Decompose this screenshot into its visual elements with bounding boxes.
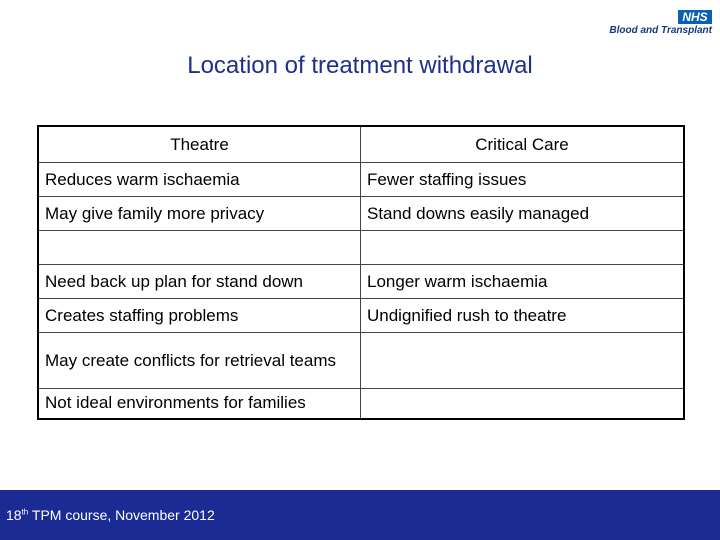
comparison-table — [37, 125, 685, 420]
header-theatre: Theatre — [38, 126, 361, 163]
footer-bar — [0, 490, 720, 540]
cell-empty — [38, 231, 361, 265]
footer-course: TPM course, November 2012 — [28, 507, 215, 523]
nhs-logo-mark: NHS — [678, 10, 712, 24]
cell-critical-care: Fewer staffing issues — [361, 163, 685, 197]
cell-theatre: Reduces warm ischaemia — [38, 163, 361, 197]
cell-theatre: Creates staffing problems — [38, 299, 361, 333]
table-row — [38, 197, 684, 231]
cell-critical-care — [361, 389, 685, 419]
cell-critical-care: Undignified rush to theatre — [361, 299, 685, 333]
table-row — [38, 299, 684, 333]
cell-empty — [361, 231, 685, 265]
cell-critical-care: Longer warm ischaemia — [361, 265, 685, 299]
table-row — [38, 389, 684, 419]
footer-suffix: th — [21, 507, 29, 517]
cell-critical-care — [361, 333, 685, 389]
cell-theatre: May give family more privacy — [38, 197, 361, 231]
footer-number: 18 — [6, 507, 22, 523]
cell-critical-care: Stand downs easily managed — [361, 197, 685, 231]
cell-theatre: Need back up plan for stand down — [38, 265, 361, 299]
slide-title: Location of treatment withdrawal — [187, 52, 533, 79]
footer-text — [6, 507, 215, 523]
table-header-row — [38, 126, 684, 163]
table-row — [38, 265, 684, 299]
cell-theatre: Not ideal environments for families — [38, 389, 361, 419]
header-critical-care: Critical Care — [361, 126, 685, 163]
cell-theatre: May create conflicts for retrieval teams — [38, 333, 361, 389]
table-row — [38, 333, 684, 389]
nhs-logo — [582, 10, 712, 40]
nhs-logo-name: Blood and Transplant — [609, 25, 712, 36]
table-row-spacer — [38, 231, 684, 265]
table-row — [38, 163, 684, 197]
